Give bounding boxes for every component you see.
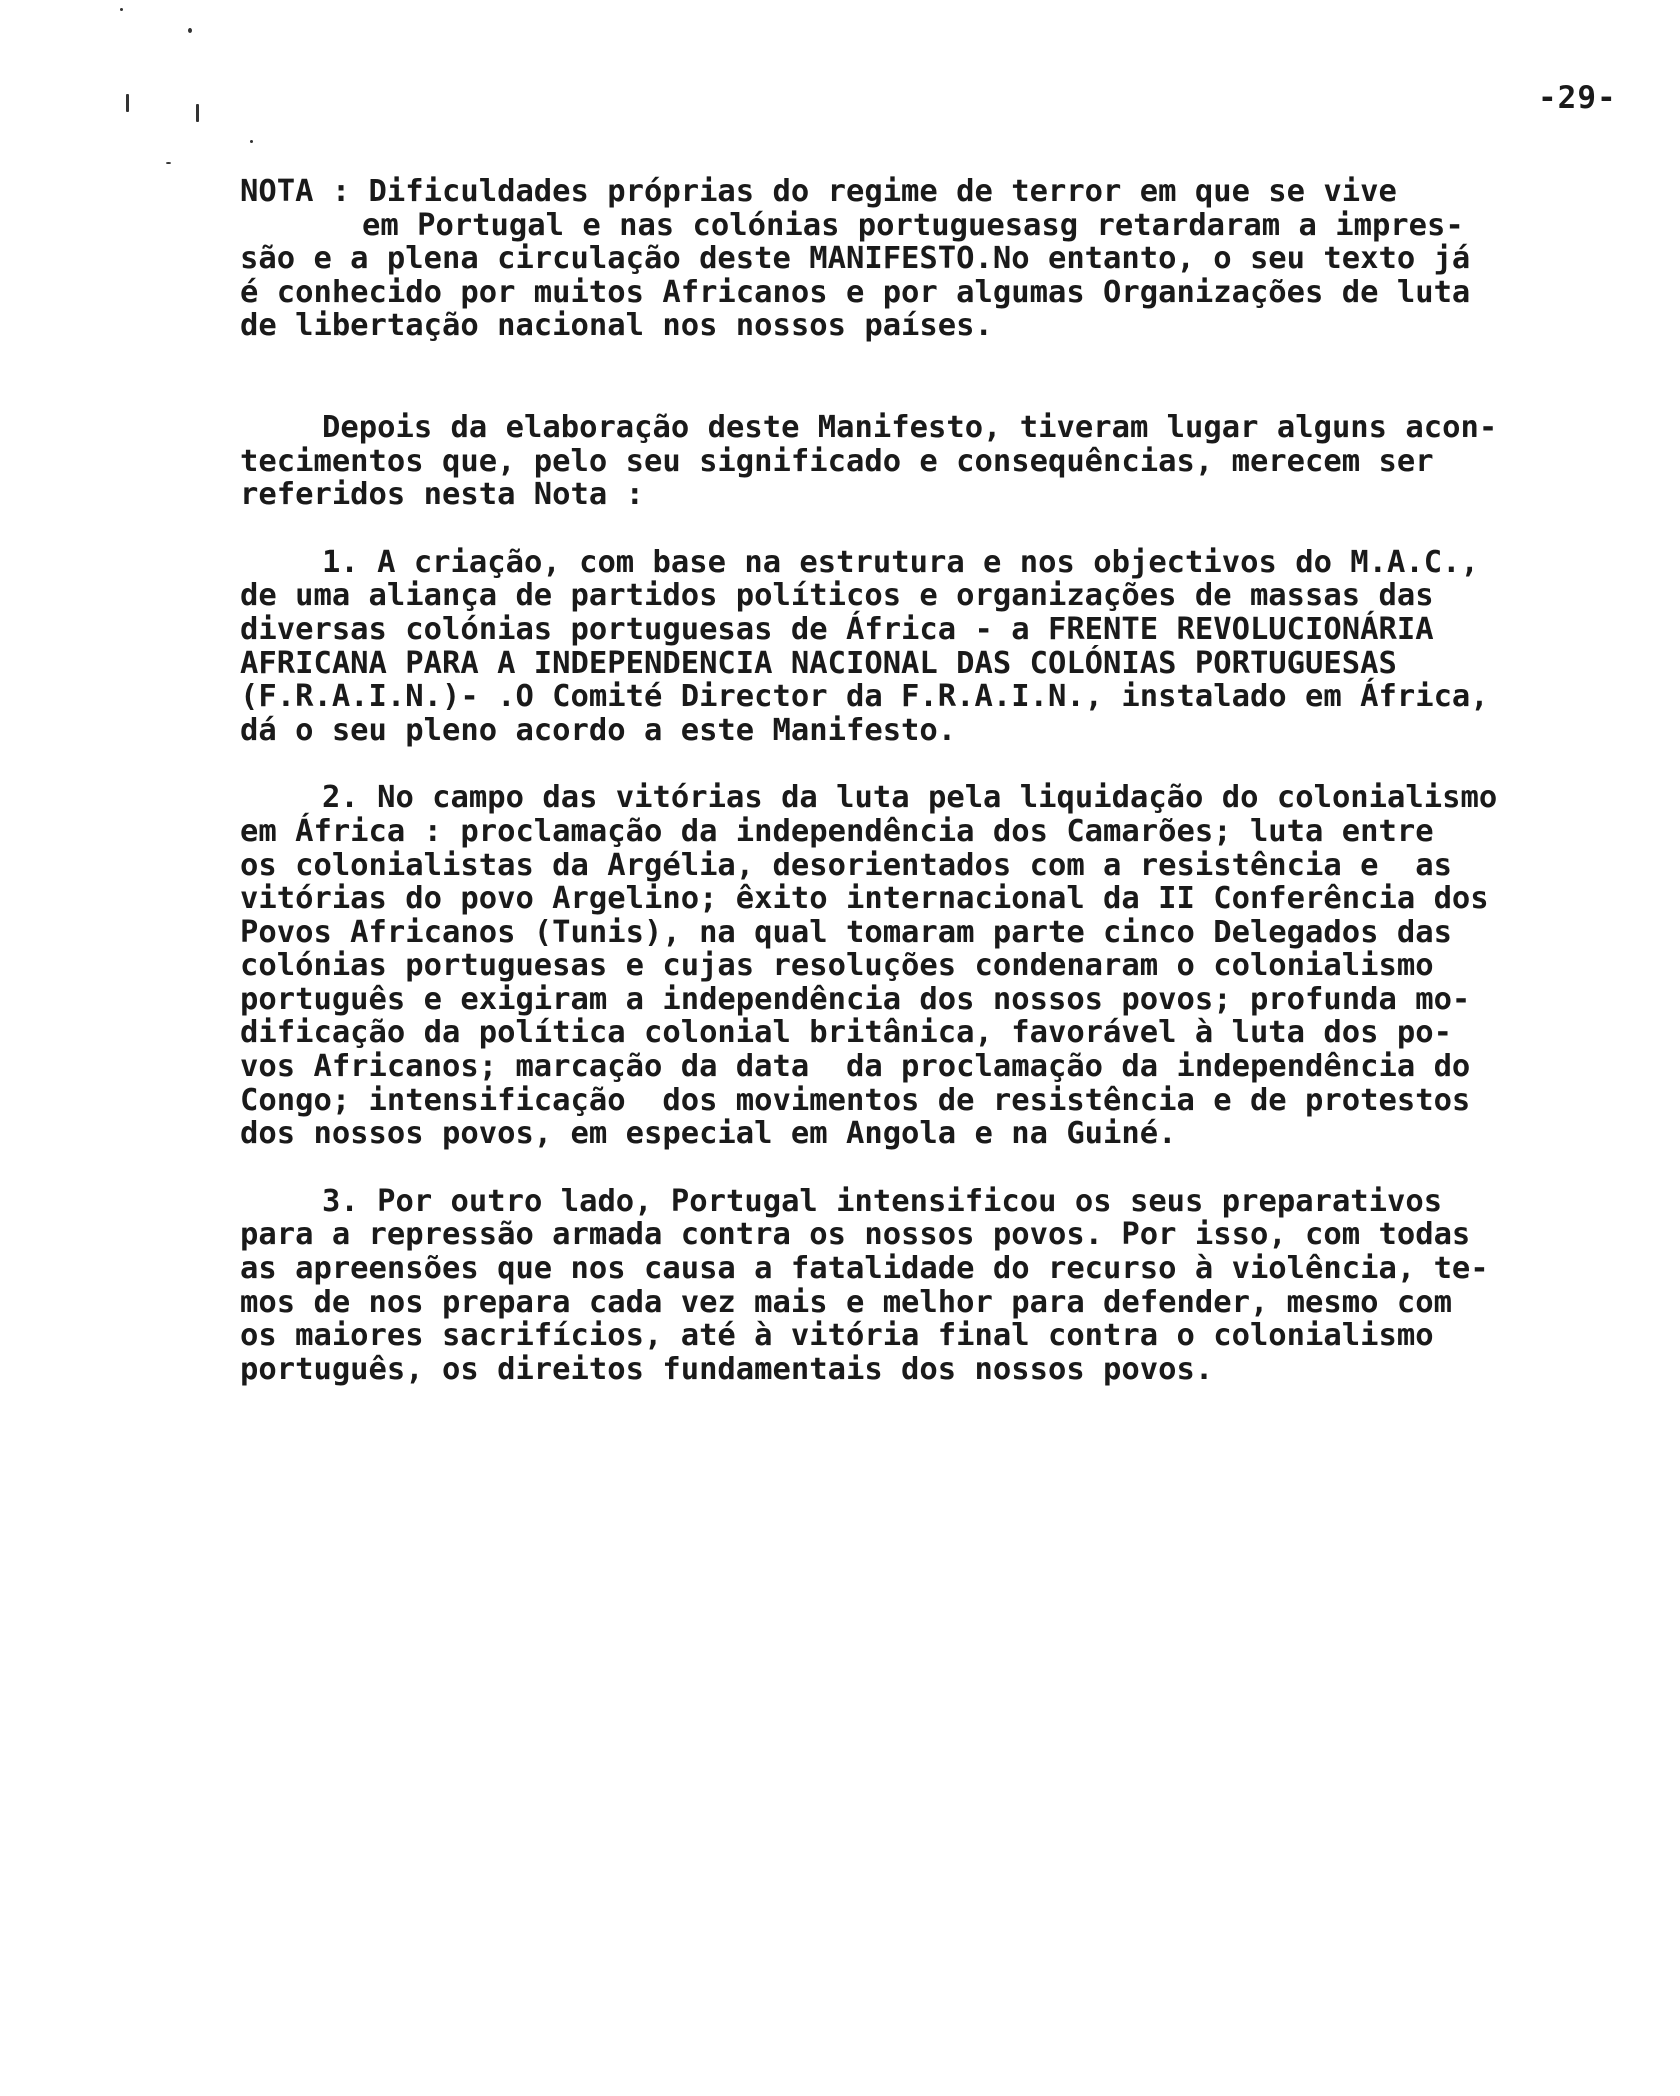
scan-speck (120, 8, 123, 11)
spacer (240, 747, 1660, 781)
point-1-paragraph (240, 546, 1660, 748)
point-1-line: dá o seu pleno acordo a este Manifesto. (240, 712, 957, 748)
note-line: são e a plena circulação deste MANIFESTO.No entanto, o seu texto já (240, 241, 1471, 277)
note-line: é conhecido por muitos Africanos e por algumas Organizações de luta (240, 274, 1471, 310)
point-3-line: para a repressão armada contra os nossos povos. Por isso, com todas (240, 1217, 1471, 1253)
point-2-line: dificação da política colonial britânica, favorável à luta dos po- (240, 1015, 1452, 1051)
page-number: -29- (1538, 80, 1617, 116)
point-2-line: vitórias do povo Argelino; êxito internacional da II Conferência dos (240, 881, 1489, 917)
point-3-line: 3. Por outro lado, Portugal intensificou os seus preparativos (322, 1183, 1443, 1219)
point-2-paragraph (240, 781, 1660, 1151)
spacer (240, 1151, 1660, 1185)
spacer (240, 512, 1660, 546)
point-3-paragraph (240, 1185, 1660, 1387)
point-2-line: em África : proclamação da independência dos Camarões; luta entre (240, 813, 1434, 849)
point-3-line: as apreensões que nos causa a fatalidade do recurso à violência, te- (240, 1251, 1489, 1287)
point-2-line: colónias portuguesas e cujas resoluções condenaram o colonialismo (240, 948, 1434, 984)
point-3-line: português, os direitos fundamentais dos nossos povos. (240, 1351, 1214, 1387)
point-2-line: os colonialistas da Argélia, desorientados com a resistência e as (240, 847, 1452, 883)
point-1-line: de uma aliança de partidos políticos e organizações de massas das (240, 578, 1434, 614)
point-1-line: AFRICANA PARA A INDEPENDENCIA NACIONAL DAS COLÓNIAS PORTUGUESAS (240, 645, 1397, 681)
spacer (240, 343, 1660, 411)
point-3-line: os maiores sacrifícios, até à vitória final contra o colonialismo (240, 1318, 1434, 1354)
note-line: em Portugal e nas colónias portuguesasg retardaram a impres- (362, 207, 1464, 243)
point-1-line: (F.R.A.I.N.)- .O Comité Director da F.R.A.I.N., instalado em África, (240, 679, 1489, 715)
point-2-line: português e exigiram a independência dos nossos povos; profunda mo- (240, 981, 1471, 1017)
note-line: NOTA : Dificuldades próprias do regime de terror em que se vive (240, 174, 1397, 209)
scan-speck (250, 140, 253, 143)
scan-speck (188, 28, 192, 33)
scan-speck (196, 104, 199, 122)
point-2-line: dos nossos povos, em especial em Angola e na Guiné. (240, 1116, 1177, 1152)
scan-speck (166, 162, 171, 164)
note-line: de libertação nacional nos nossos países. (240, 308, 993, 344)
point-3-line: mos de nos prepara cada vez mais e melhor para defender, mesmo com (240, 1284, 1452, 1320)
document-body (240, 175, 1660, 1386)
scan-speck (126, 94, 129, 112)
point-2-line: Povos Africanos (Tunis), na qual tomaram parte cinco Delegados das (240, 914, 1452, 950)
point-1-line: diversas colónias portuguesas de África - a FRENTE REVOLUCIONÁRIA (240, 611, 1434, 647)
point-2-line: Congo; intensificação dos movimentos de resistência e de protestos (240, 1082, 1471, 1118)
intro-line: referidos nesta Nota : (240, 477, 644, 513)
intro-paragraph (240, 411, 1660, 512)
point-2-line: vos Africanos; marcação da data da proclamação da independência do (240, 1049, 1471, 1085)
point-2-line: 2. No campo das vitórias da luta pela liquidação do colonialismo (322, 780, 1498, 816)
intro-line: Depois da elaboração deste Manifesto, tiveram lugar alguns acon- (322, 409, 1498, 445)
intro-line: tecimentos que, pelo seu significado e consequências, merecem ser (240, 443, 1434, 479)
note-paragraph (240, 175, 1660, 343)
point-1-line: 1. A criação, com base na estrutura e nos objectivos do M.A.C., (322, 544, 1479, 580)
